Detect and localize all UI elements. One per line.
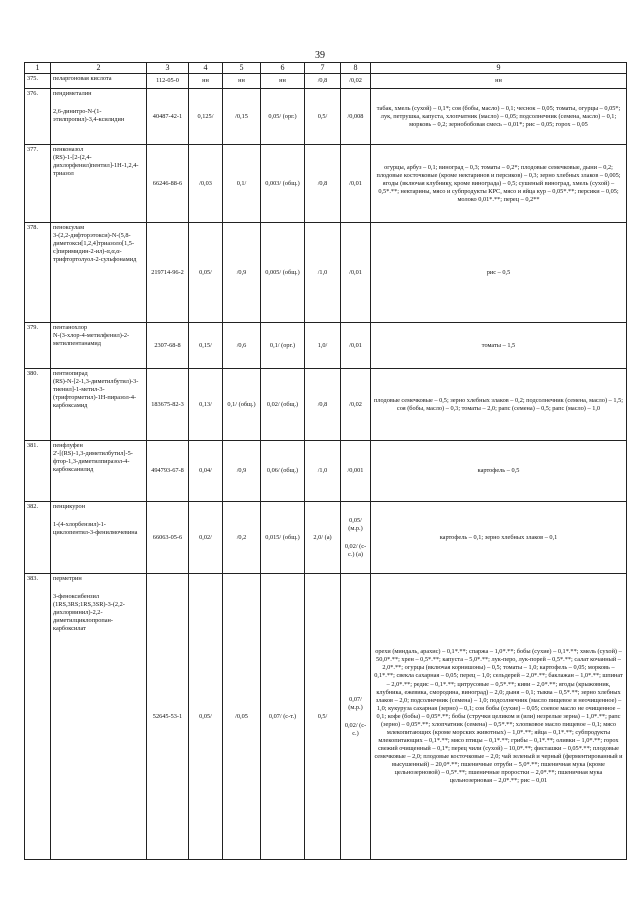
- header-cell: 7: [305, 63, 341, 74]
- col4-value: 0,05/: [189, 574, 223, 860]
- col5-value: нн: [223, 74, 261, 89]
- col7-value: 0,5/: [305, 574, 341, 860]
- chemical-synonym: 2,6-динитро-N-(1-этилпропил)-3,4-ксилидин: [53, 108, 125, 124]
- col5-value: /0,2: [223, 502, 261, 574]
- cas-number: 52645-53-1: [147, 574, 189, 860]
- chemical-synonym: 2'-[(RS)-1,3-диметилбутил]-5-фтор-1,3-диметилпиразол-4-карбоксанилид: [53, 450, 133, 474]
- substance-name-text: пеларгоновая кислота: [53, 75, 112, 83]
- substance-name: [51, 369, 147, 441]
- row-number: 379.: [25, 323, 51, 369]
- products-mrl: огурцы, арбуз – 0,1; виноград – 0,3; томаты – 0,2*; плодовые семечковые, дыни – 0,2; плодовые косточковые (кроме нектаринов и персиков) – 0,3; зерно хлебных злаков – 0,005; ягоды (включая клубнику, кроме винограда) – 0,5; сушеный виноград, хмель (сухой) – 0,5*.**; нектарины, мясо и субпродукты КРС, мясо и яйца кур – 0,05*.**; персики – 0,05; молоко 0,01*.**; перец – 0,2**: [371, 145, 627, 223]
- col7-value: /0,8: [305, 145, 341, 223]
- substance-name: [51, 502, 147, 574]
- header-cell: 9: [371, 63, 627, 74]
- header-cell: 1: [25, 63, 51, 74]
- table-row: [25, 223, 627, 323]
- col8-value-air: 0,05/ (м.р.): [348, 516, 363, 532]
- substance-name-text: пенцикурон: [53, 503, 86, 511]
- header-row: [25, 63, 627, 74]
- chemical-synonym: (RS)-N-[2-1,3-диметилбутил)-3-тиенил]-1-метил-3-(трифторметил)-1Н-пиразол-4-карбоксамид: [53, 378, 139, 410]
- col4-value: 0,13/: [189, 369, 223, 441]
- col4-value: 0,05/: [189, 223, 223, 323]
- cas-number: 183675-82-3: [147, 369, 189, 441]
- col6-value: 0,06/ (общ.): [261, 441, 305, 502]
- col7-value: 1,0/: [305, 323, 341, 369]
- header-cell: 3: [147, 63, 189, 74]
- header-cell: 2: [51, 63, 147, 74]
- products-mrl: табак, хмель (сухой) – 0,1*; соя (бобы, масло) – 0,1; чеснок – 0,05; томаты, огурцы – 0,05*; лук, петрушка, капуста, хлопчатник (масло) – 0,05; подсолнечник (семена, масло) – 0,1; морковь – 0,2; зернобобовая смесь – 0,01*; рис – 0,05; горох – 0,05: [371, 89, 627, 145]
- row-number: 381.: [25, 441, 51, 502]
- col8-value: /0,02: [341, 74, 371, 89]
- col5-value: /0,05: [223, 574, 261, 860]
- col8-value: [341, 574, 371, 860]
- cas-number: 66246-88-6: [147, 145, 189, 223]
- col8-value: /0,008: [341, 89, 371, 145]
- col7-value: 0,5/: [305, 89, 341, 145]
- substance-name: [51, 574, 147, 860]
- col8-value: /0,02: [341, 369, 371, 441]
- substance-name: [51, 89, 147, 145]
- substance-name: [51, 145, 147, 223]
- row-number: 382.: [25, 502, 51, 574]
- header-cell: 6: [261, 63, 305, 74]
- page-number: 39: [315, 50, 325, 61]
- col6-value: 0,015/ (общ.): [261, 502, 305, 574]
- col4-value: 0,02/: [189, 502, 223, 574]
- row-number: 375.: [25, 74, 51, 89]
- table-row: [25, 89, 627, 145]
- row-number: 380.: [25, 369, 51, 441]
- header-cell: 4: [189, 63, 223, 74]
- substance-name-text: пеноксулам: [53, 224, 85, 232]
- products-mrl: нн: [371, 74, 627, 89]
- col8-value-daily: 0,02/ (с-с.) (а): [344, 542, 367, 558]
- col6-value: 0,07/ (с-т.): [261, 574, 305, 860]
- substance-name-text: пенконазол: [53, 146, 84, 154]
- col4-value: 0,125/: [189, 89, 223, 145]
- col8-value: /0,001: [341, 441, 371, 502]
- col8-value: /0,01: [341, 223, 371, 323]
- substance-name-text: перметрин: [53, 575, 82, 583]
- col8-value: /0,01: [341, 323, 371, 369]
- cas-number: 66063-05-6: [147, 502, 189, 574]
- table-row: [25, 74, 627, 89]
- col6-value: 0,05/ (орг.): [261, 89, 305, 145]
- col5-value: 0,1/: [223, 145, 261, 223]
- table-row: [25, 323, 627, 369]
- products-mrl: орехи (миндаль, арахис) – 0,1*.**; спаржа – 1,0*.**; бобы (сухие) – 0,1*.**; хмель (сухой) – 50,0*.**; хрен – 0,5*.**; капуста – 5,0*.**; лук-перо, лук-порей – 0,5*.**; салат кочанный – 2,0*.**; огурцы (включая корнишоны) – 0,5; томаты – 1,0; картофель – 0,05; морковь – 0,1*.**; свекла сахарная – 0,05; перец – 1,0; сельдерей – 2,0*.**; баклажан – 1,0*.**; шпинат – 2,0*.**; редис – 0,1*.**; цитрусовые – 0,5*.**; киви – 2,0*.**; ягоды (крыжовник, клубника, ежевика, смородина, виноград) – 2,0; дыня – 0,1; тыква – 0,5*.**; зерно хлебных злаков – 2,0; подсолнечник (семена) – 1,0; подсолнечник (масло пищевое и неочищенное) – 1,0; кукуруза сахарная (зерно) – 0,1; соя бобы (сухие) – 0,05; соевое масло не очищенное – 0,1; кофе (бобы) – 0,05*.**; бобы (стручки целиком и (или) незрелые зерна) – 1,0*.**; рапс (зерно) – 0,05*.**; хлопчатник (семена) – 0,5*.**; хлопковое масло пищевое – 0,1; мясо млекопитающих (кроме морских животных) – 1,0*.**; яйца – 0,1*.**; субпродукты млекопитающих – 0,1*.**; мясо птицы – 0,1*.**; грибы – 0,1*.**; оливки – 1,0*.**; горох свежий очищенный – 0,1*; перец чили (сухой) – 10,0*.**; фисташки – 0,05*.**; плодовые семечковые – 2,0; плодовые косточковые – 2,0; чай зеленый и черный (ферментированный и высушенный) – 20,0*.**; пшеничные отруби – 5,0*.**; пшеничная мука (кроме цельнозерновой) – 0,5*.**; пшеничные проростки – 2,0*.**; пшеничная мука цельнозерновая – 2,0*.**; рис – 0,01: [371, 574, 627, 860]
- row-number: 376.: [25, 89, 51, 145]
- col6-value: нн: [261, 74, 305, 89]
- col6-value: 0,003/ (общ.): [261, 145, 305, 223]
- chemical-synonym: N-(3-хлор-4-метилфенил)-2-метилпентанамид: [53, 332, 130, 348]
- col8-value: /0,01: [341, 145, 371, 223]
- col5-value: /0,9: [223, 441, 261, 502]
- chemical-synonym: 1-(4-хлорбензил)-1-циклопентил-3-фенилмочевина: [53, 521, 138, 537]
- col4-value: /0,03: [189, 145, 223, 223]
- cas-number: 2307-68-8: [147, 323, 189, 369]
- col5-value: 0,1/ (общ.): [223, 369, 261, 441]
- cas-number: 40487-42-1: [147, 89, 189, 145]
- substance-name: [51, 441, 147, 502]
- products-mrl: плодовые семечковые – 0,5; зерно хлебных злаков – 0,2; подсолнечник (семена, масло) – 1,5; соя (бобы, масло) – 0,3; томаты – 2,0; рапс (семена) – 0,5; рапс (масло) – 1,0: [371, 369, 627, 441]
- col8-value-daily: 0,02/ (с-с.): [344, 721, 367, 737]
- col7-value: /0,8: [305, 369, 341, 441]
- col6-value: 0,005/ (общ.): [261, 223, 305, 323]
- col7-value: /1,0: [305, 441, 341, 502]
- products-mrl: картофель – 0,1; зерно хлебных злаков – 0,1: [371, 502, 627, 574]
- header-cell: 5: [223, 63, 261, 74]
- col7-value: /0,8: [305, 74, 341, 89]
- substance-name: [51, 323, 147, 369]
- products-mrl: картофель – 0,5: [371, 441, 627, 502]
- row-number: 377.: [25, 145, 51, 223]
- col8-value-air: 0,07/ (м.р.): [348, 695, 363, 711]
- table-row: [25, 502, 627, 574]
- col4-value: 0,15/: [189, 323, 223, 369]
- substance-name-text: пенфлуфен: [53, 442, 83, 450]
- substance-name-text: пендиметалин: [53, 90, 92, 98]
- table-row: [25, 574, 627, 860]
- table-row: [25, 441, 627, 502]
- col7-value: /1,0: [305, 223, 341, 323]
- substance-name-text: пентиопирад: [53, 370, 88, 378]
- col6-value: 0,02/ (общ.): [261, 369, 305, 441]
- products-mrl: томаты – 1,5: [371, 323, 627, 369]
- col4-value: нн: [189, 74, 223, 89]
- chemical-synonym: (RS)-1-[2-(2,4-дихлорфенил)пентил]-1Н-1,2,4-триазол: [53, 154, 139, 178]
- substance-name: [51, 223, 147, 323]
- table-row: [25, 369, 627, 441]
- row-number: 378.: [25, 223, 51, 323]
- col8-value: [341, 502, 371, 574]
- col5-value: /0,6: [223, 323, 261, 369]
- cas-number: 112-05-0: [147, 74, 189, 89]
- mrl-table: [24, 62, 627, 860]
- col4-value: 0,04/: [189, 441, 223, 502]
- col5-value: /0,15: [223, 89, 261, 145]
- chemical-synonym: 3-(2,2-дифторэтокси)-N-(5,8-диметокси[1,2,4]триазоло[1,5-c]пиримидин-2-ил)-α,α,α-трифтортолуол-2-сульфонамид: [53, 232, 137, 264]
- table-row: [25, 145, 627, 223]
- substance-name-text: пентанохлор: [53, 324, 88, 332]
- cas-number: 494793-67-8: [147, 441, 189, 502]
- col6-value: 0,1/ (орг.): [261, 323, 305, 369]
- products-mrl: рис – 0,5: [371, 223, 627, 323]
- header-cell: 8: [341, 63, 371, 74]
- row-number: 383.: [25, 574, 51, 860]
- col7-value: 2,0/ (а): [305, 502, 341, 574]
- cas-number: 219714-96-2: [147, 223, 189, 323]
- chemical-synonym: 3-феноксибензил (1RS,3RS;1RS,3SR)-3-(2,2-дихлорвинил)-2,2-диметилциклопропан-карбоксилат: [53, 593, 125, 633]
- col5-value: /0,9: [223, 223, 261, 323]
- substance-name: [51, 74, 147, 89]
